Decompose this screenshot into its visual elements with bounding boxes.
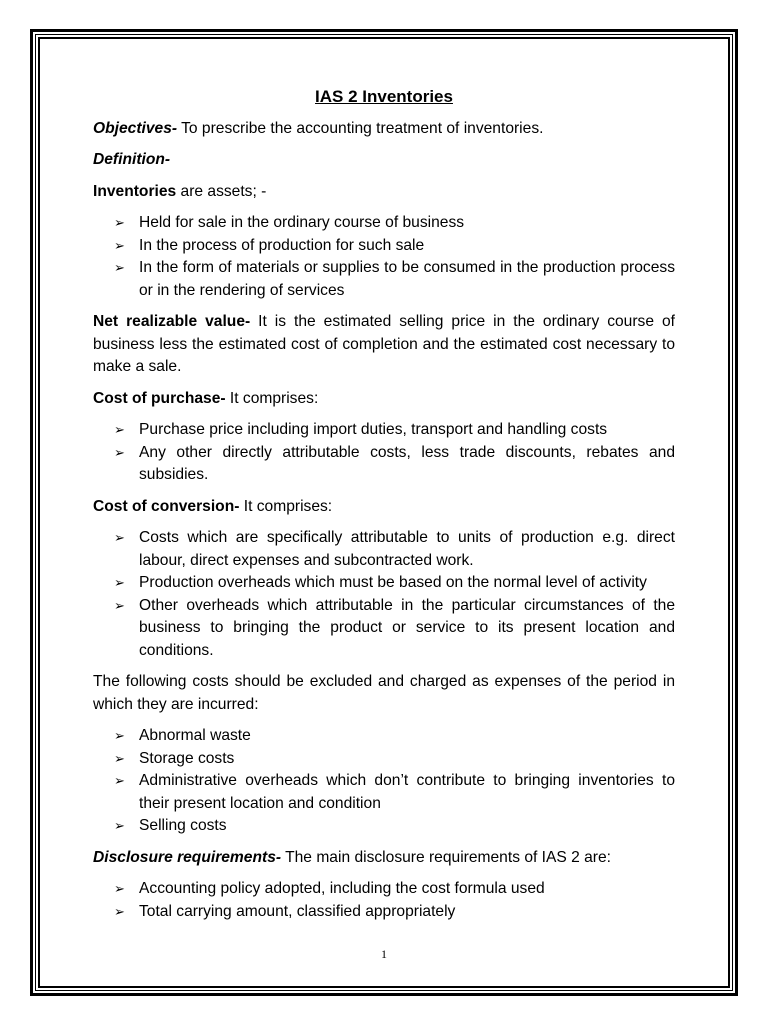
inventories-label: Inventories xyxy=(93,182,177,200)
cost-of-conversion-label: Cost of conversion- xyxy=(93,497,240,515)
arrowhead-bullet-icon: ➢ xyxy=(114,530,125,545)
list-item: ➢ Production overheads which must be based on the normal level of activity xyxy=(139,572,675,595)
page-number: 1 xyxy=(381,947,387,961)
objectives-text: To prescribe the accounting treatment of inventories. xyxy=(177,119,544,137)
list-item: ➢ Accounting policy adopted, including the cost formula used xyxy=(139,878,675,901)
nrv-text: It is the estimated selling price in the ordinary course of business less the estimated cost of completion and the estimated cost necessary to make a sale. xyxy=(93,313,675,375)
disclosure-label: Disclosure requirements- xyxy=(93,848,282,866)
disclosure-text: The main disclosure requirements of IAS 2 are: xyxy=(281,848,611,866)
arrowhead-bullet-icon: ➢ xyxy=(114,881,125,896)
arrowhead-bullet-icon: ➢ xyxy=(114,444,125,460)
objectives-paragraph xyxy=(93,118,675,141)
excluded-costs-list xyxy=(93,725,675,838)
disclosure-list xyxy=(93,878,675,923)
list-item: ➢ In the process of production for such sale xyxy=(139,235,675,258)
definition-heading xyxy=(93,149,675,172)
definition-label: Definition- xyxy=(93,151,171,168)
arrowhead-bullet-icon: ➢ xyxy=(114,260,125,275)
inventories-text: are assets; - xyxy=(176,182,267,200)
cost-of-conversion-text: It comprises: xyxy=(239,497,333,515)
list-item: ➢ Total carrying amount, classified appropriately xyxy=(139,901,675,924)
arrowhead-bullet-icon: ➢ xyxy=(114,597,125,613)
cost-of-conversion-list xyxy=(93,527,675,662)
list-item: ➢ Storage costs xyxy=(139,748,675,771)
arrowhead-bullet-icon: ➢ xyxy=(114,422,125,437)
list-item: ➢ Purchase price including import duties, transport and handling costs xyxy=(139,419,675,442)
list-item: ➢ Held for sale in the ordinary course of business xyxy=(139,212,675,235)
cost-of-purchase-text: It comprises: xyxy=(225,389,319,407)
list-item: ➢ Administrative overheads which don’t contribute to bringing inventories to their present location and condition xyxy=(114,772,675,812)
arrowhead-bullet-icon: ➢ xyxy=(114,773,125,788)
nrv-paragraph xyxy=(93,311,675,379)
arrowhead-bullet-icon: ➢ xyxy=(114,818,125,833)
nrv-label: Net realizable value- xyxy=(93,313,251,330)
inventories-list xyxy=(93,212,675,302)
page-title: IAS 2 Inventories xyxy=(315,87,453,106)
arrowhead-bullet-icon: ➢ xyxy=(114,903,125,919)
cost-of-purchase-list xyxy=(93,419,675,487)
cost-of-purchase-label: Cost of purchase- xyxy=(93,389,226,407)
excluded-costs-paragraph: The following costs should be excluded and charged as expenses of the period in which they are incurred: xyxy=(93,673,675,713)
inventories-paragraph xyxy=(93,181,675,204)
arrowhead-bullet-icon: ➢ xyxy=(114,728,125,743)
list-item: ➢ Abnormal waste xyxy=(139,725,675,748)
list-item: ➢ Other overheads which attributable in the particular circumstances of the business to bringing the product or service to its present location and conditions. xyxy=(114,596,675,659)
cost-of-conversion-paragraph xyxy=(93,496,675,519)
list-item: ➢ Costs which are specifically attributable to units of production e.g. direct labour, direct expenses and subcontracted work. xyxy=(114,529,675,569)
objectives-label: Objectives- xyxy=(93,119,178,137)
document-body xyxy=(93,86,675,932)
disclosure-paragraph xyxy=(93,847,675,870)
cost-of-purchase-paragraph xyxy=(93,388,675,411)
arrowhead-bullet-icon: ➢ xyxy=(114,575,125,590)
list-item: ➢ In the form of materials or supplies to be consumed in the production process or in the rendering of services xyxy=(114,259,675,299)
arrowhead-bullet-icon: ➢ xyxy=(114,215,125,230)
arrowhead-bullet-icon: ➢ xyxy=(114,237,125,253)
list-item: ➢ Selling costs xyxy=(139,815,675,838)
arrowhead-bullet-icon: ➢ xyxy=(114,750,125,766)
list-item: ➢ Any other directly attributable costs, less trade discounts, rebates and subsidies. xyxy=(114,443,675,483)
